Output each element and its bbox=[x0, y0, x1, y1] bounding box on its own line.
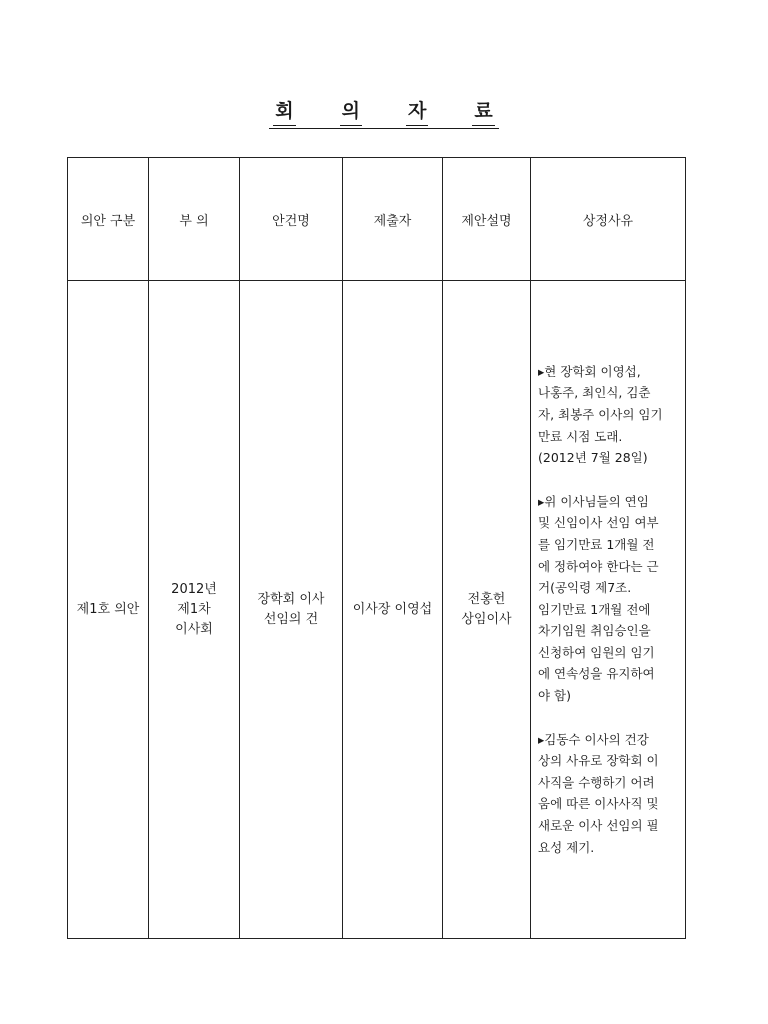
reason-line: 차기임원 취임승인을 bbox=[538, 623, 651, 639]
document-title-underline bbox=[269, 96, 498, 129]
header-submitter: 제출자 bbox=[343, 158, 443, 281]
reason-line: 를 임기만료 1개월 전 bbox=[538, 536, 655, 552]
table-row bbox=[68, 281, 686, 939]
header-item-name: 안건명 bbox=[240, 158, 343, 281]
cell-agenda-type: 제1호 의안 bbox=[68, 281, 149, 939]
cell-item-name bbox=[240, 281, 343, 939]
reason-block-resignation bbox=[538, 729, 679, 859]
reason-line: 임기만료 1개월 전에 bbox=[538, 601, 651, 617]
reason-line: (2012년 7월 28일) bbox=[538, 450, 648, 466]
title-char: 회 bbox=[273, 96, 295, 126]
header-meeting: 부 의 bbox=[149, 158, 240, 281]
cell-presenter bbox=[443, 281, 531, 939]
reason-line: 자, 최봉주 이사의 임기 bbox=[538, 406, 663, 422]
item-name-line: 장학회 이사 bbox=[257, 591, 325, 607]
reason-line: 새로운 이사 선임의 필 bbox=[538, 818, 659, 834]
document-title bbox=[0, 96, 768, 129]
reason-line: 요성 제기. bbox=[538, 839, 595, 855]
table-header-row bbox=[68, 158, 686, 281]
reason-line: 움에 따른 이사사직 및 bbox=[538, 796, 659, 812]
reason-line: ▸위 이사님들의 연임 bbox=[538, 493, 649, 509]
meeting-line: 제1차 bbox=[177, 601, 211, 617]
reason-block-legal-basis bbox=[538, 491, 679, 707]
reason-line: 사직을 수행하기 어려 bbox=[538, 774, 655, 790]
presenter-line: 상임이사 bbox=[461, 611, 512, 627]
reason-line: ▸김동수 이사의 건강 bbox=[538, 731, 649, 747]
reason-line: 나홍주, 최인식, 김춘 bbox=[538, 385, 651, 401]
agenda-table bbox=[67, 157, 686, 939]
title-char: 료 bbox=[472, 96, 494, 126]
header-agenda-type: 의안 구분 bbox=[68, 158, 149, 281]
meeting-line: 2012년 bbox=[171, 581, 217, 597]
cell-meeting bbox=[149, 281, 240, 939]
cell-reason bbox=[531, 281, 686, 939]
reason-line: 상의 사유로 장학회 이 bbox=[538, 753, 659, 769]
reason-line: 거(공익령 제7조. bbox=[538, 580, 632, 596]
reason-line: 및 신임이사 선임 여부 bbox=[538, 515, 659, 531]
item-name-line: 선임의 건 bbox=[263, 611, 319, 627]
cell-submitter: 이사장 이영섭 bbox=[343, 281, 443, 939]
reason-line: ▸현 장학회 이영섭, bbox=[538, 363, 641, 379]
reason-line: 에 정하여야 한다는 근 bbox=[538, 558, 659, 574]
header-reason: 상정사유 bbox=[531, 158, 686, 281]
reason-line: 에 연속성을 유지하여 bbox=[538, 666, 655, 682]
reason-line: 만료 시점 도래. bbox=[538, 428, 623, 444]
header-presenter: 제안설명 bbox=[443, 158, 531, 281]
title-char: 자 bbox=[406, 96, 428, 126]
reason-line: 신청하여 임원의 임기 bbox=[538, 644, 655, 660]
meeting-line: 이사회 bbox=[175, 621, 213, 637]
presenter-line: 전홍헌 bbox=[467, 591, 506, 607]
title-char: 의 bbox=[340, 96, 362, 126]
reason-block-term-expiry bbox=[538, 361, 679, 469]
reason-line: 야 함) bbox=[538, 688, 572, 704]
